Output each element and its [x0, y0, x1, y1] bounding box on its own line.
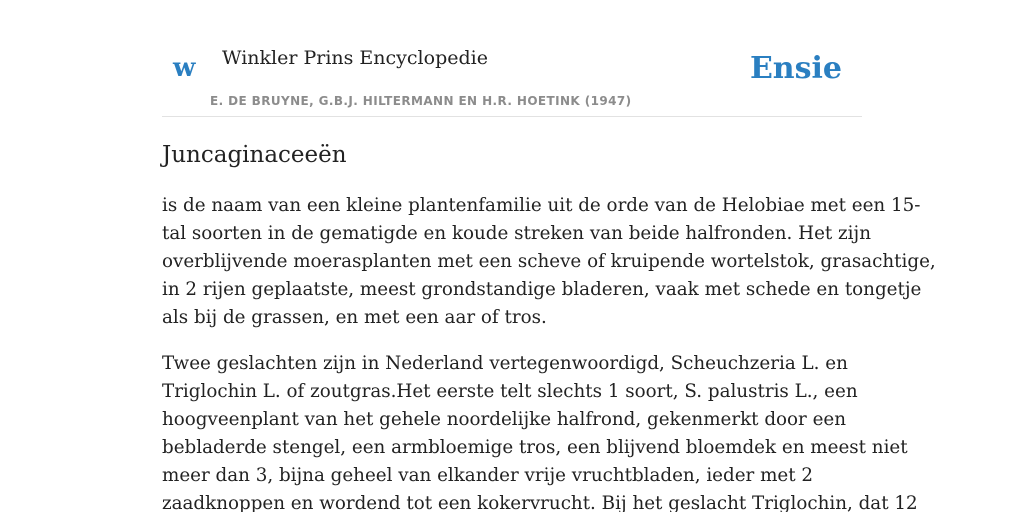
text-line: Triglochin L. of zoutgras.Het eerste telt slechts 1 soort, S. palustris L., een	[162, 381, 858, 402]
entry-paragraph-1	[162, 192, 936, 332]
text-line: tal soorten in de gematigde en koude streken van beide halfronden. Het zijn	[162, 223, 871, 244]
source-header	[162, 30, 862, 117]
text-line: meer dan 3, bijna geheel van elkander vrije vruchtbladen, ieder met 2	[162, 465, 814, 486]
entry-title: Juncaginaceeën	[162, 142, 347, 168]
text-line: Twee geslachten zijn in Nederland vertegenwoordigd, Scheuchzeria L. en	[162, 353, 848, 374]
text-line: is de naam van een kleine plantenfamilie uit de orde van de Helobiae met een 15-	[162, 195, 921, 216]
entry-body	[162, 192, 936, 512]
ensie-logo[interactable]: Ensie	[749, 51, 842, 86]
text-line: zaadknoppen en wordend tot een kokervrucht. Bij het geslacht Triglochin, dat 12	[162, 493, 918, 512]
text-line: als bij de grassen, en met een aar of tros.	[162, 307, 547, 328]
text-line: overblijvende moerasplanten met een scheve of kruipende wortelstok, grasachtige,	[162, 251, 936, 272]
source-title[interactable]: Winkler Prins Encyclopedie	[222, 47, 488, 69]
text-line: in 2 rijen geplaatste, meest grondstandige bladeren, vaak met schede en tongetje	[162, 279, 922, 300]
winkler-prins-logo[interactable]: w	[173, 53, 196, 83]
text-line: hoogveenplant van het gehele noordelijke halfrond, gekenmerkt door een	[162, 409, 847, 430]
text-line: bebladerde stengel, een armbloemige tros, een blijvend bloemdek en meest niet	[162, 437, 908, 458]
entry-paragraph-2	[162, 350, 918, 512]
source-authors: E. DE BRUYNE, G.B.J. HILTERMANN EN H.R. HOETINK (1947)	[210, 94, 632, 108]
